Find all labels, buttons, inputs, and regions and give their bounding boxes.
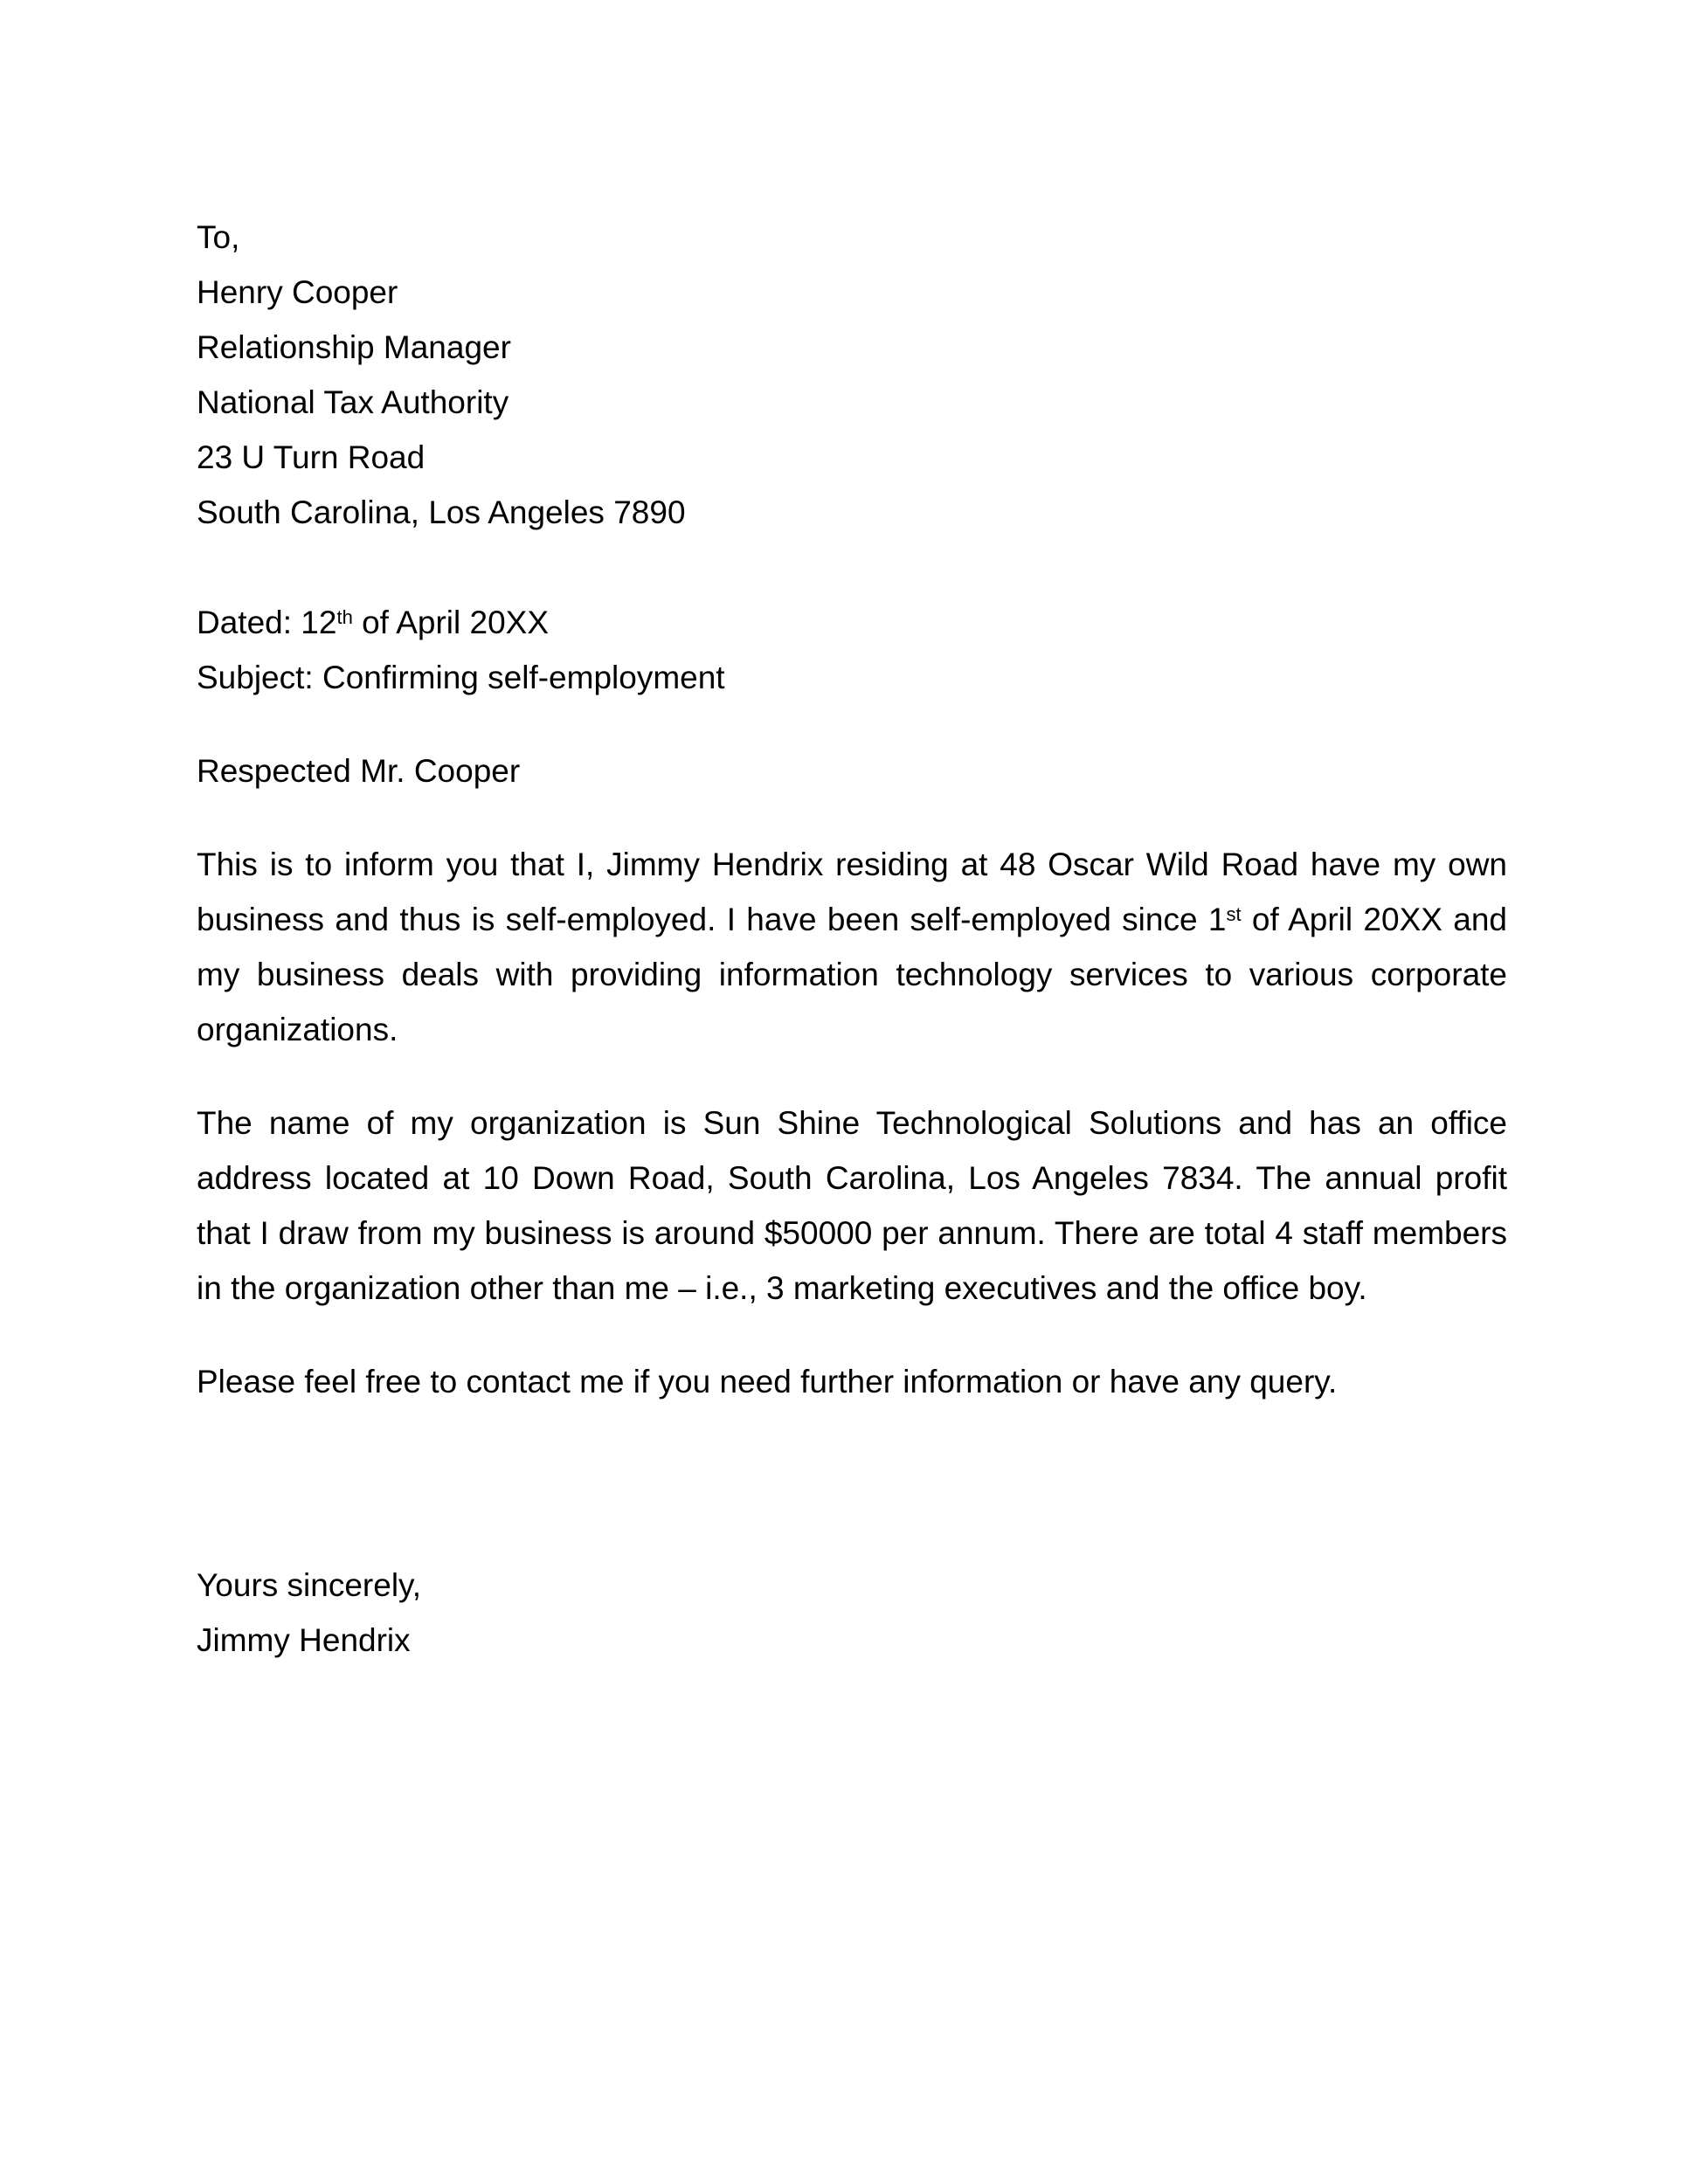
letter-body	[197, 210, 1507, 1668]
date-label: Dated:	[197, 605, 301, 640]
valediction: Yours sincerely,	[197, 1567, 422, 1603]
salutation	[197, 743, 1507, 798]
date-day: 12	[301, 605, 337, 640]
salutation-text: Respected Mr. Cooper	[197, 753, 521, 789]
recipient-title: Relationship Manager	[197, 329, 511, 365]
date-rest: of April 20XX	[352, 605, 549, 640]
date-ordinal: th	[336, 605, 353, 628]
to-line: To,	[197, 219, 240, 255]
recipient-organization: National Tax Authority	[197, 384, 509, 420]
subject-line: Subject: Confirming self-employment	[197, 660, 725, 695]
date-line	[197, 595, 1507, 650]
paragraph-contact: Please feel free to contact me if you need further information or have any query.	[197, 1364, 1338, 1400]
closing	[197, 1558, 1507, 1668]
paragraph-intro	[197, 837, 1507, 1057]
recipient-street: 23 U Turn Road	[197, 439, 425, 475]
paragraph-intro-ordinal: st	[1226, 902, 1242, 925]
paragraph-intro-part2: of April 20XX and my business deals with providing information technology services to various corporate organizations.	[197, 902, 1508, 1047]
paragraph-intro-part1: This is to inform you that I, Jimmy Hendrix residing at 48 Oscar Wild Road have my own business and thus is self-employed. I have been self-employed since 1	[197, 847, 1507, 937]
recipient-address	[197, 210, 1507, 540]
paragraph-organization: The name of my organization is Sun Shine Technological Solutions and has an office address located at 10 Down Road, South Carolina, Los Angeles 7834. The annual profit that I draw from my business is around $50000 per annum. There are total 4 staff members in the organization other than me – i.e., 3 marketing executives and the office boy.	[197, 1105, 1507, 1306]
date-subject-block	[197, 595, 1507, 705]
recipient-name: Henry Cooper	[197, 274, 398, 310]
recipient-city: South Carolina, Los Angeles 7890	[197, 494, 686, 530]
signature-name: Jimmy Hendrix	[197, 1622, 411, 1658]
